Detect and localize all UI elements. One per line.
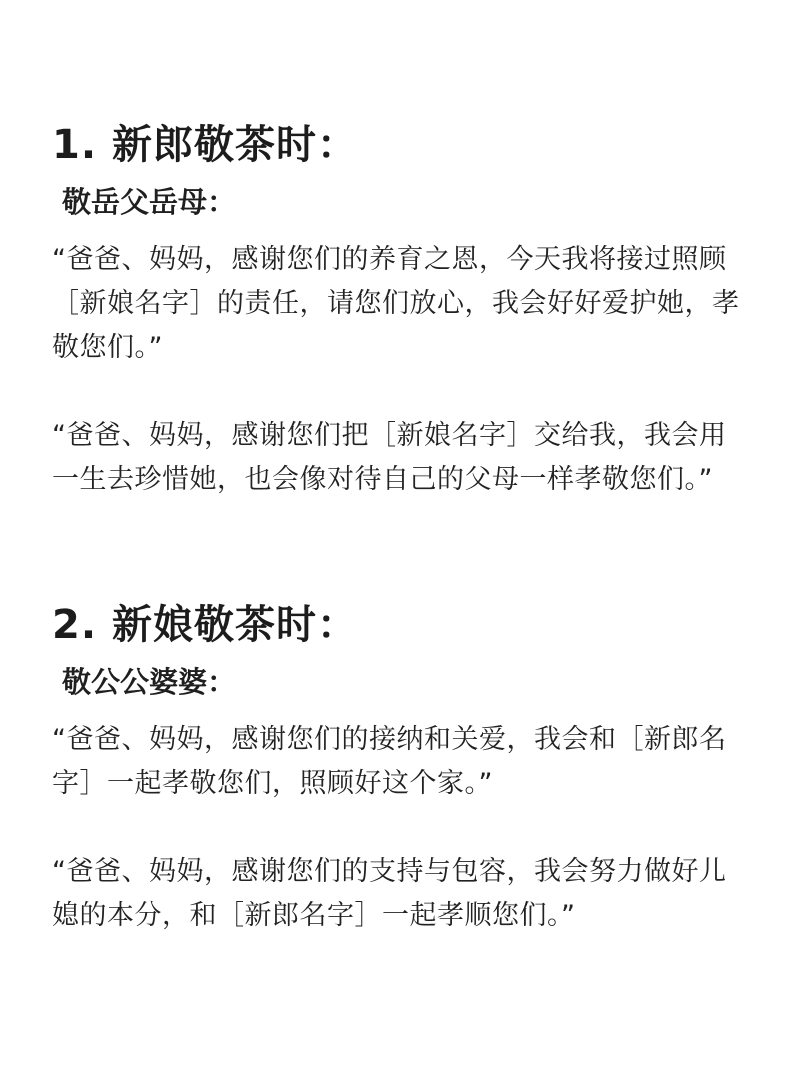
section-subheading: 敬公公婆婆：	[62, 665, 237, 699]
speech-paragraph: “爸爸、妈妈，感谢您们的接纳和关爱，我会和［新郎名字］一起孝敬您们，照顾好这个家。”	[52, 724, 727, 799]
section-heading: 2. 新娘敬茶时：	[52, 602, 358, 648]
section-bride-tea	[52, 592, 752, 938]
section-heading: 1. 新郎敬茶时：	[52, 122, 358, 168]
speech-paragraph: “爸爸、妈妈，感谢您们的支持与包容，我会努力做好儿媳的本分，和［新郎名字］一起孝顺您们。”	[52, 856, 727, 931]
speech-paragraph: “爸爸、妈妈，感谢您们把［新娘名字］交给我，我会用一生去珍惜她，也会像对待自己的父母一样孝敬您们。”	[52, 420, 727, 495]
speech-paragraph: “爸爸、妈妈，感谢您们的养育之恩，今天我将接过照顾［新娘名字］的责任，请您们放心，我会好好爱护她，孝敬您们。”	[52, 244, 740, 363]
section-groom-tea	[52, 112, 752, 502]
section-subheading: 敬岳父岳母：	[62, 185, 237, 219]
